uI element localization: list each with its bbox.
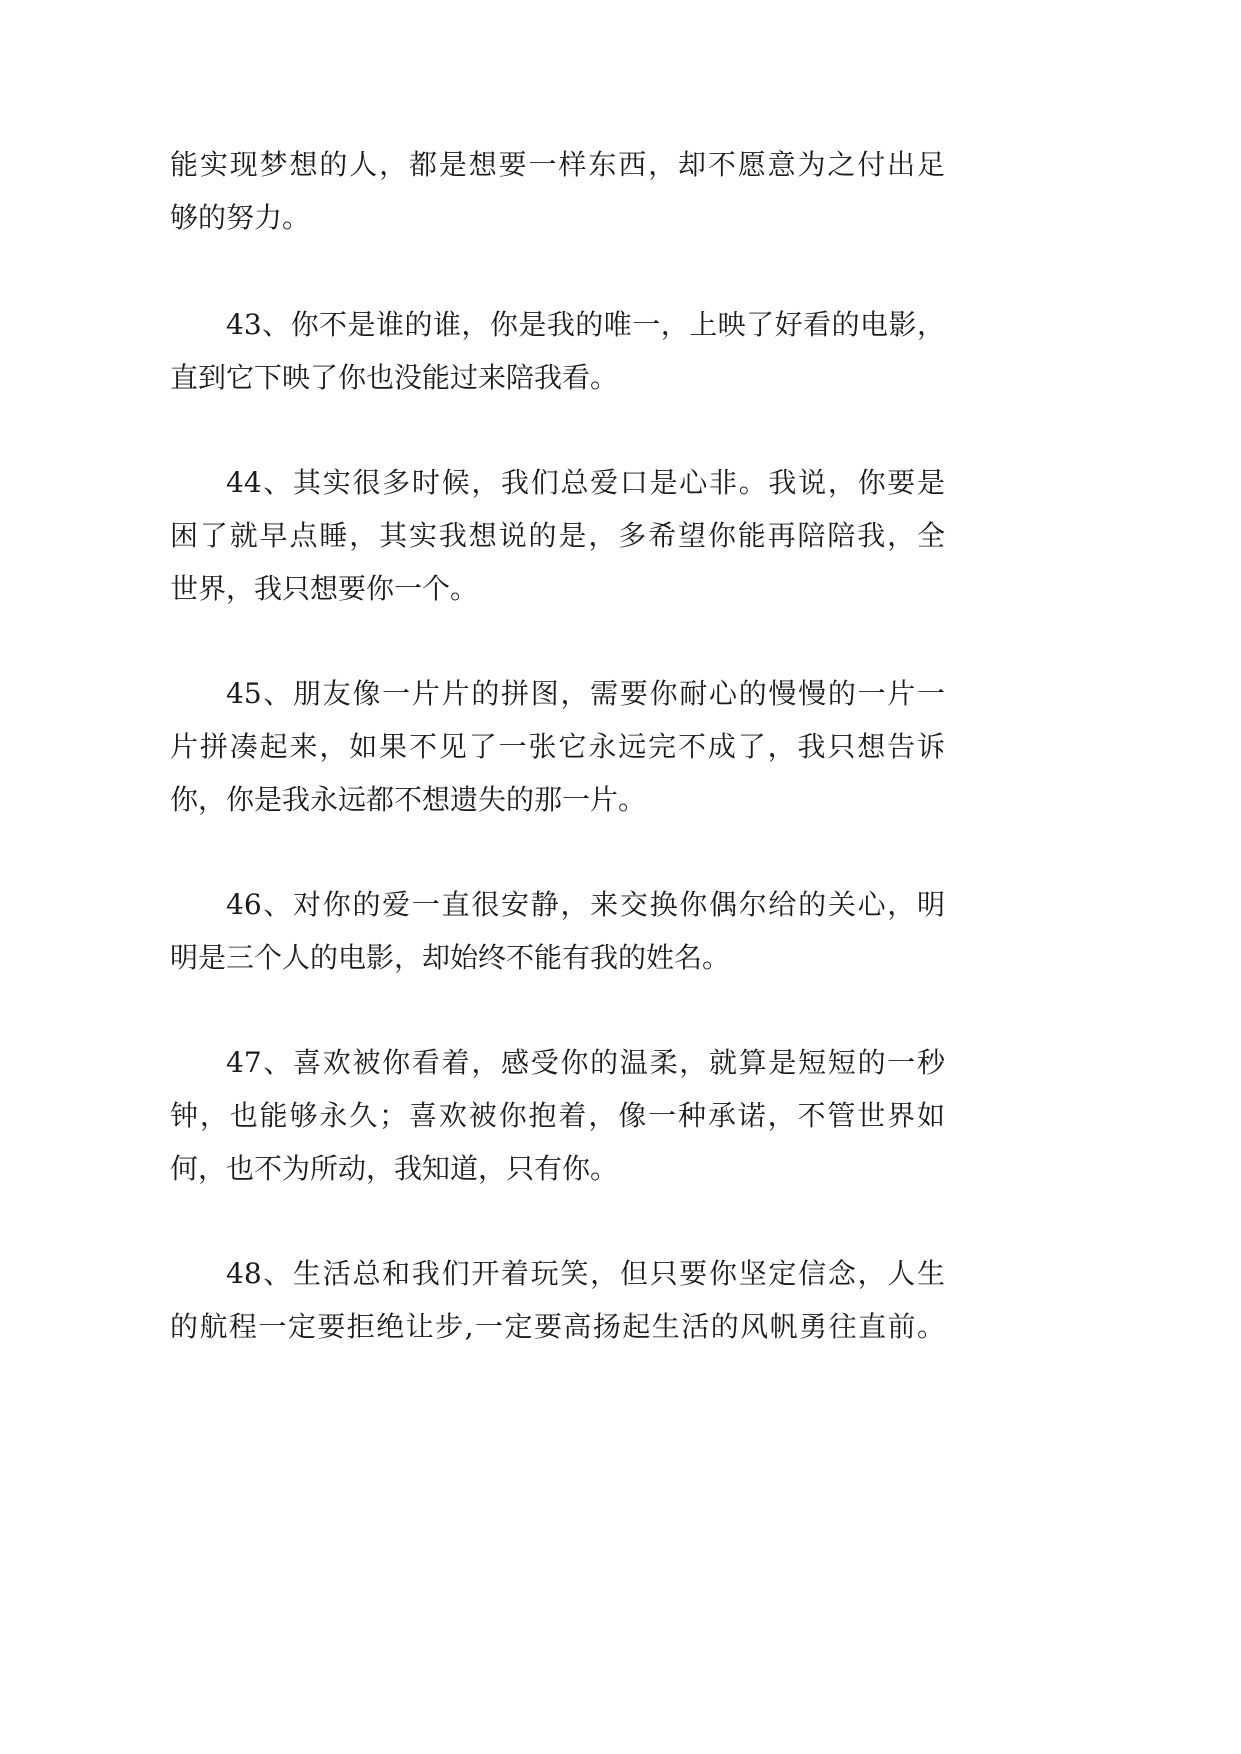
paragraph-line: 世界，我只想要你一个。	[170, 572, 479, 605]
paragraph-line: 43、你不是谁的谁，你是我的唯一，上映了好看的电影，	[226, 308, 945, 341]
paragraph-line: 的航程一定要拒绝让步,一定要高扬起生活的风帆勇往直前。	[170, 1310, 945, 1343]
paragraph-line: 明是三个人的电影，却始终不能有我的姓名。	[170, 941, 731, 974]
paragraph-line: 何，也不为所动，我知道，只有你。	[170, 1152, 619, 1185]
paragraph-line: 够的努力。	[170, 201, 311, 234]
paragraph-line: 困了就早点睡，其实我想说的是，多希望你能再陪陪我，全	[170, 519, 945, 552]
paragraph-line: 47、喜欢被你看着，感受你的温柔，就算是短短的一秒	[226, 1046, 945, 1079]
paragraph-line: 片拼凑起来，如果不见了一张它永远完不成了，我只想告诉	[170, 730, 945, 763]
paragraph-line: 45、朋友像一片片的拼图，需要你耐心的慢慢的一片一	[226, 677, 945, 710]
paragraph-line: 直到它下映了你也没能过来陪我看。	[170, 361, 619, 394]
paragraph-line: 44、其实很多时候，我们总爱口是心非。我说，你要是	[226, 466, 945, 499]
paragraph-line: 钟，也能够永久；喜欢被你抱着，像一种承诺，不管世界如	[170, 1099, 945, 1132]
paragraph-line: 你，你是我永远都不想遗失的那一片。	[170, 783, 647, 816]
paragraph-line: 46、对你的爱一直很安静，来交换你偶尔给的关心，明	[226, 888, 945, 921]
paragraph-line: 能实现梦想的人，都是想要一样东西，却不愿意为之付出足	[170, 148, 945, 181]
paragraph-line: 48、生活总和我们开着玩笑，但只要你坚定信念，人生	[226, 1257, 945, 1290]
